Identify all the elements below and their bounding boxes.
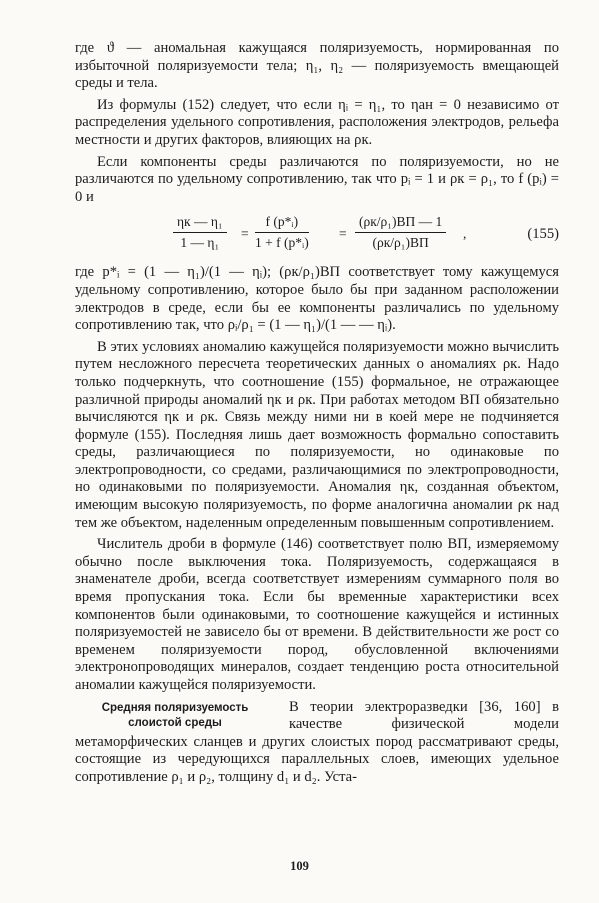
paragraph-7: В теории электроразведки [36, 160] в качестве физической модели метаморфических сланцев и других слоистых пород рассматривают среды, состоящие из чередующихся параллельных слоев, имеющих удельное сопротивление ρ₁ и ρ₂, толщину d₁ и d₂. Уста- xyxy=(75,698,559,785)
fraction-3-denominator: (ρк/ρ₁)ВП xyxy=(372,235,429,251)
fraction-2-denominator: 1 + f (p*ᵢ) xyxy=(255,235,309,251)
paragraph-5: В этих условиях аномалию кажущейся поляризуемости можно вычислить путем несложного пересчета теоретических данных о аномалиях ρк. Надо только подчеркнуть, что соотношение (155) формальное, не отражающее различной природы аномалий ηк и ρк. При работах методом ВП обязательно вычисляются ηк и ρк. Связь между ними ни в коей мере не подчиняется формуле (155). Последняя лишь дает возможность формально сопоставить среды, различающиеся по поляризуемости, но одинаковые по электропроводности, со средами, различающимися по электропроводности, но одинаковыми по поляризуемости. Аномалия ηк, созданная объектом, имеющим высокую поляризуемость, по форме аналогична аномалии ρк над тем же объектом, наделенным определенным повышенным сопротивлением. xyxy=(75,338,559,531)
fraction-1 xyxy=(173,214,227,251)
formula-comma: , xyxy=(463,226,467,242)
paragraph-1: где ϑ — аномальная кажущаяся поляризуемость, нормированная по избыточной поляризуемости тела; η₁, η₂ — поляризуемость вмещающей среды и тела. xyxy=(75,40,559,92)
paragraph-2: Из формулы (152) следует, что если ηᵢ = η₁, то ηан = 0 независимо от распределения удельного сопротивления, расположения электродов, рельефа местности и других факторов, влияющих на ρк. xyxy=(75,96,559,148)
page-body xyxy=(75,40,559,787)
section-start xyxy=(75,699,559,787)
fraction-3-numerator: (ρк/ρ₁)ВП — 1 xyxy=(355,214,446,233)
equation-number: (155) xyxy=(527,226,559,243)
fraction-1-denominator: 1 — η₁ xyxy=(180,235,220,251)
paragraph-3: Если компоненты среды различаются по поляризуемости, но не различаются по удельному сопротивлению, так что pᵢ = 1 и ρк = ρ₁, то f (pᵢ) = 0 и xyxy=(75,153,559,205)
paragraph-4: где p*ᵢ = (1 — η₁)/(1 — ηᵢ); (ρк/ρ₁)ВП соответствует тому кажущемуся удельному сопротивлению, которое было бы при заданном расположении электродов в среде, если бы ее компоненты различались по удельному сопротивлению так, что ρᵢ/ρ₁ = (1 — η₁)/(1 — — ηᵢ). xyxy=(75,264,559,334)
paragraph-6: Числитель дроби в формуле (146) соответствует полю ВП, измеряемому обычно после выключения тока. Поляризуемость, содержащаяся в знаменателе дроби, всегда соответствует измерениям суммарного поля во время пропускания тока. Если бы временные характеристики всех компонентов были одинаковыми, то соотношение кажущейся и истинных поляризуемостей не зависело бы от времени. В действительности же рост со временем поляризуемости пород, обусловленной включениями электронопроводящих минералов, создает тенденцию роста относительной аномалии кажущейся поляризуемости. xyxy=(75,536,559,693)
equals-sign-1: = xyxy=(241,226,249,242)
formula-155 xyxy=(75,214,559,258)
sidenote-heading xyxy=(75,701,275,731)
fraction-2 xyxy=(255,214,309,251)
fraction-2-numerator: f (p*ᵢ) xyxy=(255,214,309,233)
page-number: 109 xyxy=(290,859,309,873)
sidenote-line-1: Средняя поляризуемость xyxy=(101,701,249,714)
equals-sign-2: = xyxy=(339,226,347,242)
fraction-3 xyxy=(355,214,446,251)
fraction-1-numerator: ηк — η₁ xyxy=(173,214,227,233)
sidenote-line-2: слоистой среды xyxy=(128,716,222,729)
